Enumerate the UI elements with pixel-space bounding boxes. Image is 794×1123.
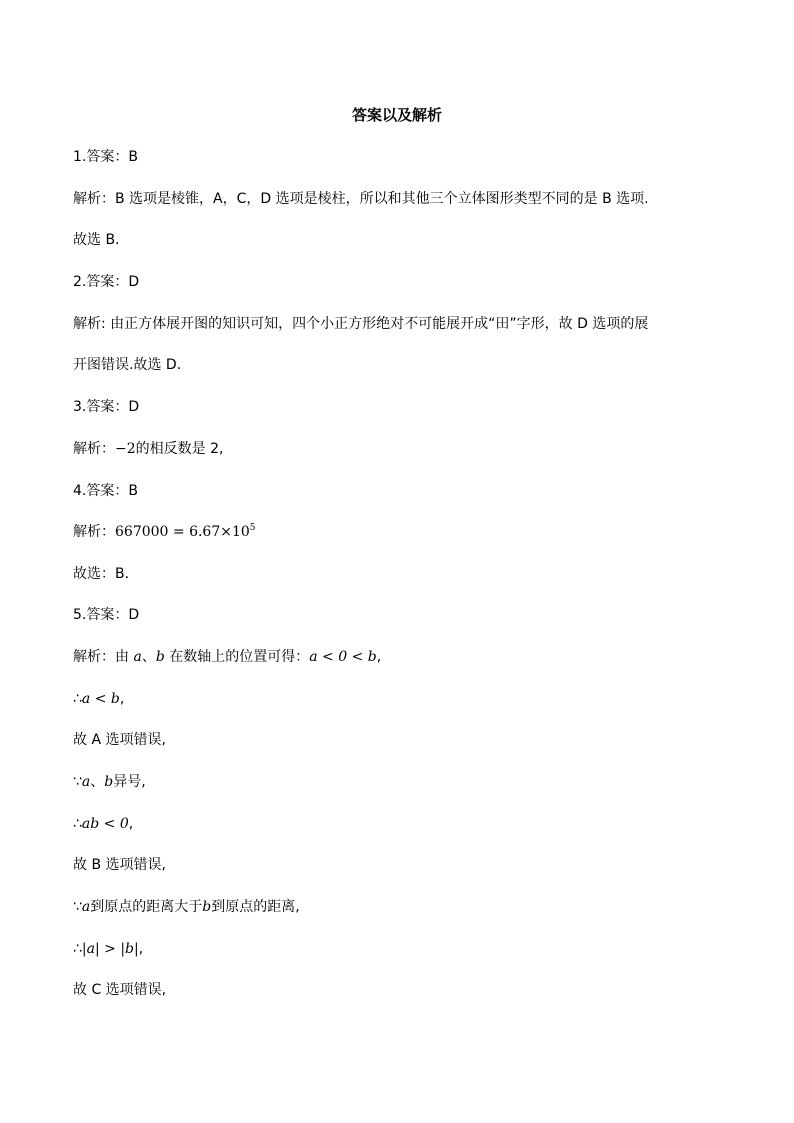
q5-analysis-mid: 在数轴上的位置可得： xyxy=(164,649,310,665)
q4-analysis xyxy=(73,521,256,543)
q5-step-8: 故 C 选项错误, xyxy=(73,982,167,998)
q2-answer: 2.答案：D xyxy=(73,274,140,290)
q2-analysis-line-2: 开图错误.故选 D. xyxy=(73,357,182,373)
q5-step-6-end: 到原点的距离, xyxy=(211,899,300,915)
q5-separator: 、 xyxy=(141,649,156,665)
q5-step-4-end: , xyxy=(128,816,134,832)
q4-math-exponent: 5 xyxy=(249,523,256,533)
q3-analysis-suffix: 的相反数是 2, xyxy=(135,441,224,457)
q5-step-4 xyxy=(73,813,133,835)
q4-conclusion: 故选：B. xyxy=(73,566,130,582)
therefore-symbol: ∴ xyxy=(73,691,82,707)
q5-var-a: a xyxy=(133,649,142,665)
q5-step-6-b: b xyxy=(202,899,212,915)
q3-answer: 3.答案：D xyxy=(73,399,140,415)
q2-analysis-line-1: 解析: 由正方体展开图的知识可知，四个小正方形绝对不可能展开成“田”字形，故 D 选项的展 xyxy=(73,316,649,332)
q1-analysis-line-2: 故选 B. xyxy=(73,232,120,248)
q5-step-3-text: 异号, xyxy=(113,774,146,790)
q5-step-7-math: |a| > |b| xyxy=(81,941,139,957)
q5-step-1 xyxy=(73,688,124,710)
q5-step-3-separator: 、 xyxy=(90,774,105,790)
q5-step-5: 故 B 选项错误, xyxy=(73,857,166,873)
q5-step-1-end: , xyxy=(119,691,125,707)
q5-step-3 xyxy=(73,771,146,793)
q4-answer: 4.答案：B xyxy=(73,483,138,499)
q5-step-7-end: , xyxy=(138,941,144,957)
q5-step-2: 故 A 选项错误, xyxy=(73,732,166,748)
q3-analysis xyxy=(73,438,223,460)
therefore-symbol: ∴ xyxy=(73,816,82,832)
page-title: 答案以及解析 xyxy=(351,106,442,124)
q5-step-7 xyxy=(73,938,143,960)
q1-answer: 1.答案：B xyxy=(73,149,138,165)
q5-step-3-b: b xyxy=(104,774,114,790)
q5-step-4-math: ab < 0 xyxy=(81,816,129,832)
q5-analysis xyxy=(73,646,381,668)
q5-var-b: b xyxy=(155,649,165,665)
q4-math xyxy=(115,524,256,540)
q3-analysis-prefix: 解析： xyxy=(73,441,115,457)
therefore-symbol: ∴ xyxy=(73,941,82,957)
q5-step-6 xyxy=(73,896,300,918)
q5-analysis-prefix: 解析：由 xyxy=(73,649,134,665)
because-symbol: ∵ xyxy=(73,774,82,790)
q4-analysis-prefix: 解析： xyxy=(73,524,115,540)
q4-math-base: 667000 = 6.67×10 xyxy=(115,524,250,540)
q5-step-6-mid: 到原点的距离大于 xyxy=(90,899,203,915)
q5-inequality: a < 0 < b xyxy=(309,649,377,665)
q5-step-1-math: a < b xyxy=(81,691,120,707)
q1-analysis-line-1: 解析：B 选项是棱锥，A，C，D 选项是棱柱，所以和其他三个立体图形类型不同的是 B 选项. xyxy=(73,191,649,207)
q5-step-6-a: a xyxy=(81,899,91,915)
q5-answer: 5.答案：D xyxy=(73,607,140,623)
because-symbol: ∵ xyxy=(73,899,82,915)
q3-math: −2 xyxy=(115,441,136,457)
q5-step-3-a: a xyxy=(81,774,91,790)
q5-comma: , xyxy=(376,649,382,665)
